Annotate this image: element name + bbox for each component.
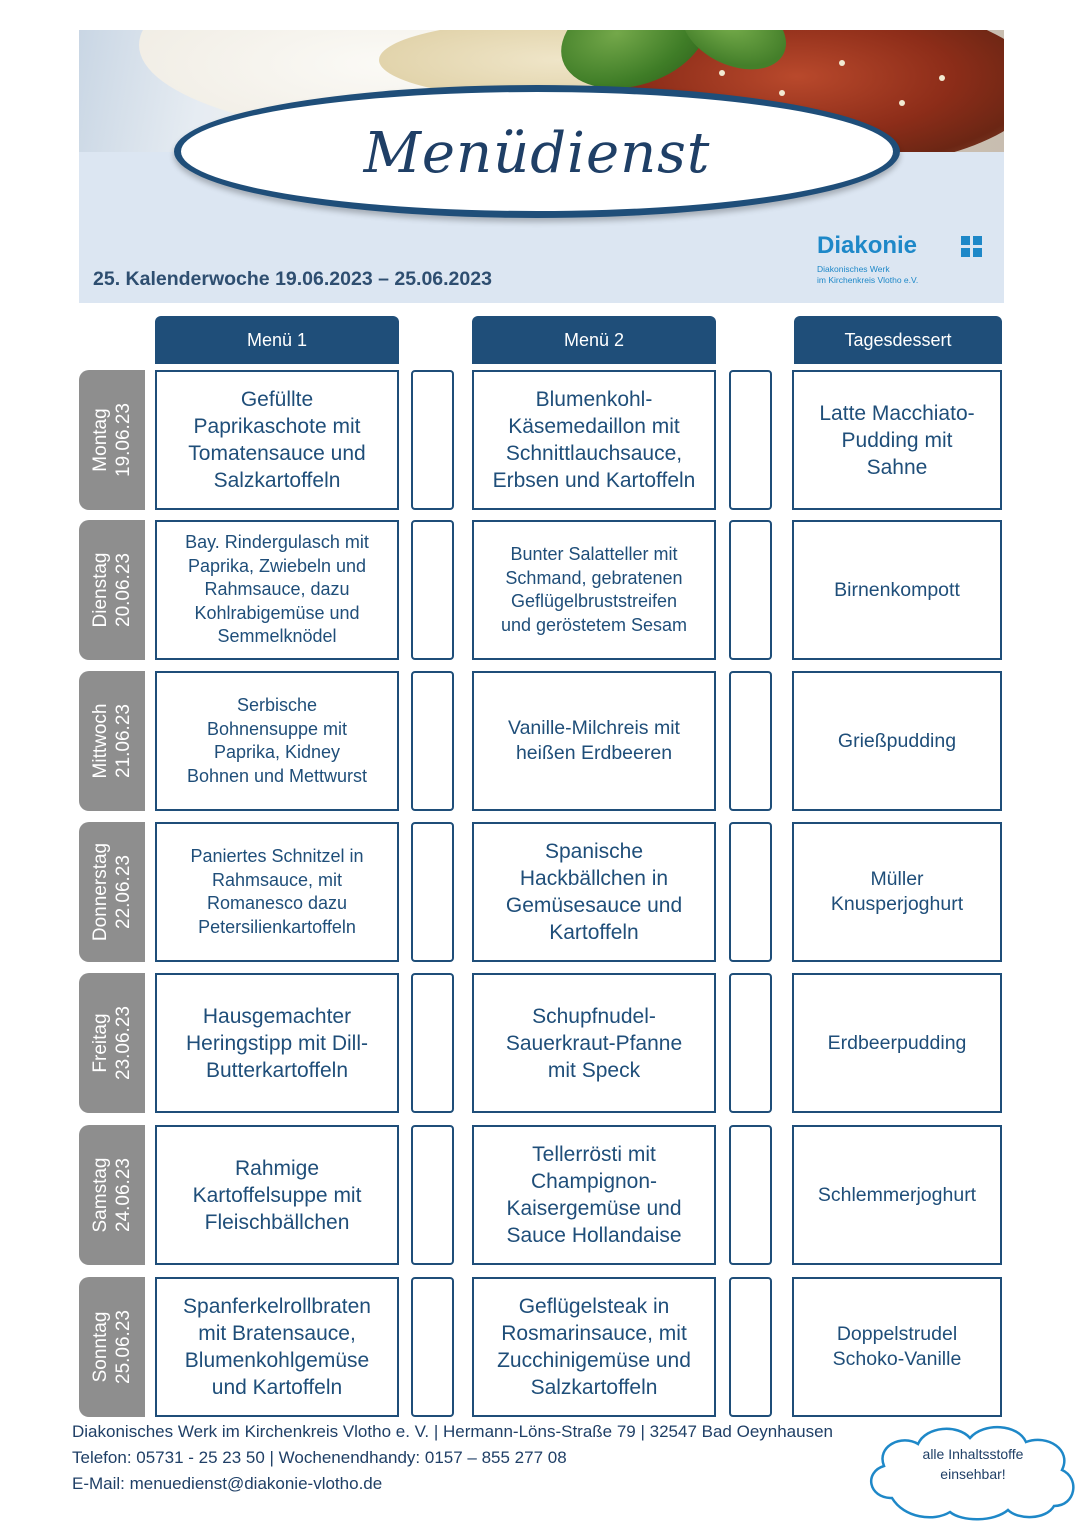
day-tab — [79, 520, 145, 660]
day-tab — [79, 671, 145, 811]
day-name: Sonntag — [90, 1311, 111, 1383]
day-date: 20.06.23 — [113, 553, 134, 627]
menu2-order-box[interactable] — [729, 520, 772, 660]
day-name: Freitag — [90, 1013, 111, 1073]
logo-subtitle-line2: im Kirchenkreis Vlotho e.V. — [817, 275, 919, 285]
menu1-cell: Rahmige Kartoffelsuppe mit Fleischbällchen — [155, 1125, 399, 1265]
day-date: 23.06.23 — [113, 1006, 134, 1080]
day-tab — [79, 1125, 145, 1265]
day-tab — [79, 973, 145, 1113]
menu1-cell: Hausgemachter Heringstipp mit Dill- Butterkartoffeln — [155, 973, 399, 1113]
menu1-cell: Paniertes Schnitzel in Rahmsauce, mit Romanesco dazu Petersilienkartoffeln — [155, 822, 399, 962]
day-name: Mittwoch — [90, 703, 111, 779]
week-label: 25. Kalenderwoche 19.06.2023 – 25.06.2023 — [93, 268, 492, 290]
menu2-cell: Blumenkohl- Käsemedaillon mit Schnittlauchsauce, Erbsen und Kartoffeln — [472, 370, 716, 510]
day-name: Montag — [90, 408, 111, 472]
footer-address: Diakonisches Werk im Kirchenkreis Vlotho e. V. | Hermann-Löns-Straße 79 | 32547 Bad Oeynhausen — [72, 1422, 833, 1441]
menu1-order-box[interactable] — [411, 1125, 454, 1265]
menu-row-saturday — [0, 1125, 1086, 1265]
menu1-cell: Spanferkelrollbraten mit Bratensauce, Blumenkohlgemüse und Kartoffeln — [155, 1277, 399, 1417]
column-header-menu2: Menü 2 — [472, 316, 716, 364]
day-tab — [79, 822, 145, 962]
menu1-order-box[interactable] — [411, 822, 454, 962]
menu-row-sunday — [0, 1277, 1086, 1417]
menu-row-tuesday — [0, 520, 1086, 660]
day-date: 22.06.23 — [113, 855, 134, 929]
menu2-cell: Schupfnudel- Sauerkraut-Pfanne mit Speck — [472, 973, 716, 1113]
menu2-order-box[interactable] — [729, 822, 772, 962]
day-tab — [79, 1277, 145, 1417]
menu2-cell: Vanille-Milchreis mit heißen Erdbeeren — [472, 671, 716, 811]
menu-row-monday — [0, 370, 1086, 510]
menu-row-wednesday — [0, 671, 1086, 811]
diakonie-logo — [817, 232, 987, 292]
dessert-cell: Doppelstrudel Schoko-Vanille — [792, 1277, 1002, 1417]
logo-subtitle-line1: Diakonisches Werk — [817, 264, 890, 274]
cloud-note — [888, 1444, 1058, 1484]
diakonie-cross-icon — [961, 236, 983, 258]
menu1-order-box[interactable] — [411, 370, 454, 510]
logo-name: Diakonie — [817, 232, 918, 259]
column-header-dessert: Tagesdessert — [794, 316, 1002, 364]
day-date: 21.06.23 — [113, 704, 134, 778]
dessert-cell: Müller Knusperjoghurt — [792, 822, 1002, 962]
menu1-order-box[interactable] — [411, 973, 454, 1113]
menu1-order-box[interactable] — [411, 520, 454, 660]
menu2-cell: Spanische Hackbällchen in Gemüsesauce und Kartoffeln — [472, 822, 716, 962]
menu2-order-box[interactable] — [729, 1277, 772, 1417]
menu1-order-box[interactable] — [411, 1277, 454, 1417]
menu1-cell: Serbische Bohnensuppe mit Paprika, Kidney Bohnen und Mettwurst — [155, 671, 399, 811]
column-header-menu1: Menü 1 — [155, 316, 399, 364]
menu1-order-box[interactable] — [411, 671, 454, 811]
menu2-order-box[interactable] — [729, 973, 772, 1113]
dessert-cell: Erdbeerpudding — [792, 973, 1002, 1113]
menu1-cell: Bay. Rindergulasch mit Paprika, Zwiebeln und Rahmsauce, dazu Kohlrabigemüse und Semmelknödel — [155, 520, 399, 660]
day-name: Dienstag — [90, 552, 111, 628]
title-oval — [174, 85, 900, 218]
day-name: Donnerstag — [90, 842, 111, 942]
menu2-order-box[interactable] — [729, 671, 772, 811]
menu2-order-box[interactable] — [729, 1125, 772, 1265]
cloud-note-line2: einsehbar! — [940, 1466, 1006, 1482]
day-tab — [79, 370, 145, 510]
menu2-order-box[interactable] — [729, 370, 772, 510]
menu2-cell: Tellerrösti mit Champignon- Kaisergemüse und Sauce Hollandaise — [472, 1125, 716, 1265]
day-date: 19.06.23 — [113, 403, 134, 477]
day-name: Samstag — [90, 1157, 111, 1233]
menu-row-friday — [0, 973, 1086, 1113]
menu1-cell: Gefüllte Paprikaschote mit Tomatensauce und Salzkartoffeln — [155, 370, 399, 510]
dessert-cell: Grießpudding — [792, 671, 1002, 811]
dessert-cell: Birnenkompott — [792, 520, 1002, 660]
dessert-cell: Schlemmerjoghurt — [792, 1125, 1002, 1265]
cloud-note-line1: alle Inhaltsstoffe — [922, 1446, 1024, 1462]
dessert-cell: Latte Macchiato- Pudding mit Sahne — [792, 370, 1002, 510]
day-date: 25.06.23 — [113, 1310, 134, 1384]
menu2-cell: Bunter Salatteller mit Schmand, gebratenen Geflügelbruststreifen und geröstetem Sesam — [472, 520, 716, 660]
menu2-cell: Geflügelsteak in Rosmarinsauce, mit Zucchinigemüse und Salzkartoffeln — [472, 1277, 716, 1417]
footer-email[interactable]: E-Mail: menuedienst@diakonie-vlotho.de — [72, 1474, 383, 1493]
page-title: Menüdienst — [363, 121, 711, 186]
day-date: 24.06.23 — [113, 1158, 134, 1232]
footer-phone: Telefon: 05731 - 25 23 50 | Wochenendhandy: 0157 – 855 277 08 — [72, 1448, 567, 1467]
menu-row-thursday — [0, 822, 1086, 962]
